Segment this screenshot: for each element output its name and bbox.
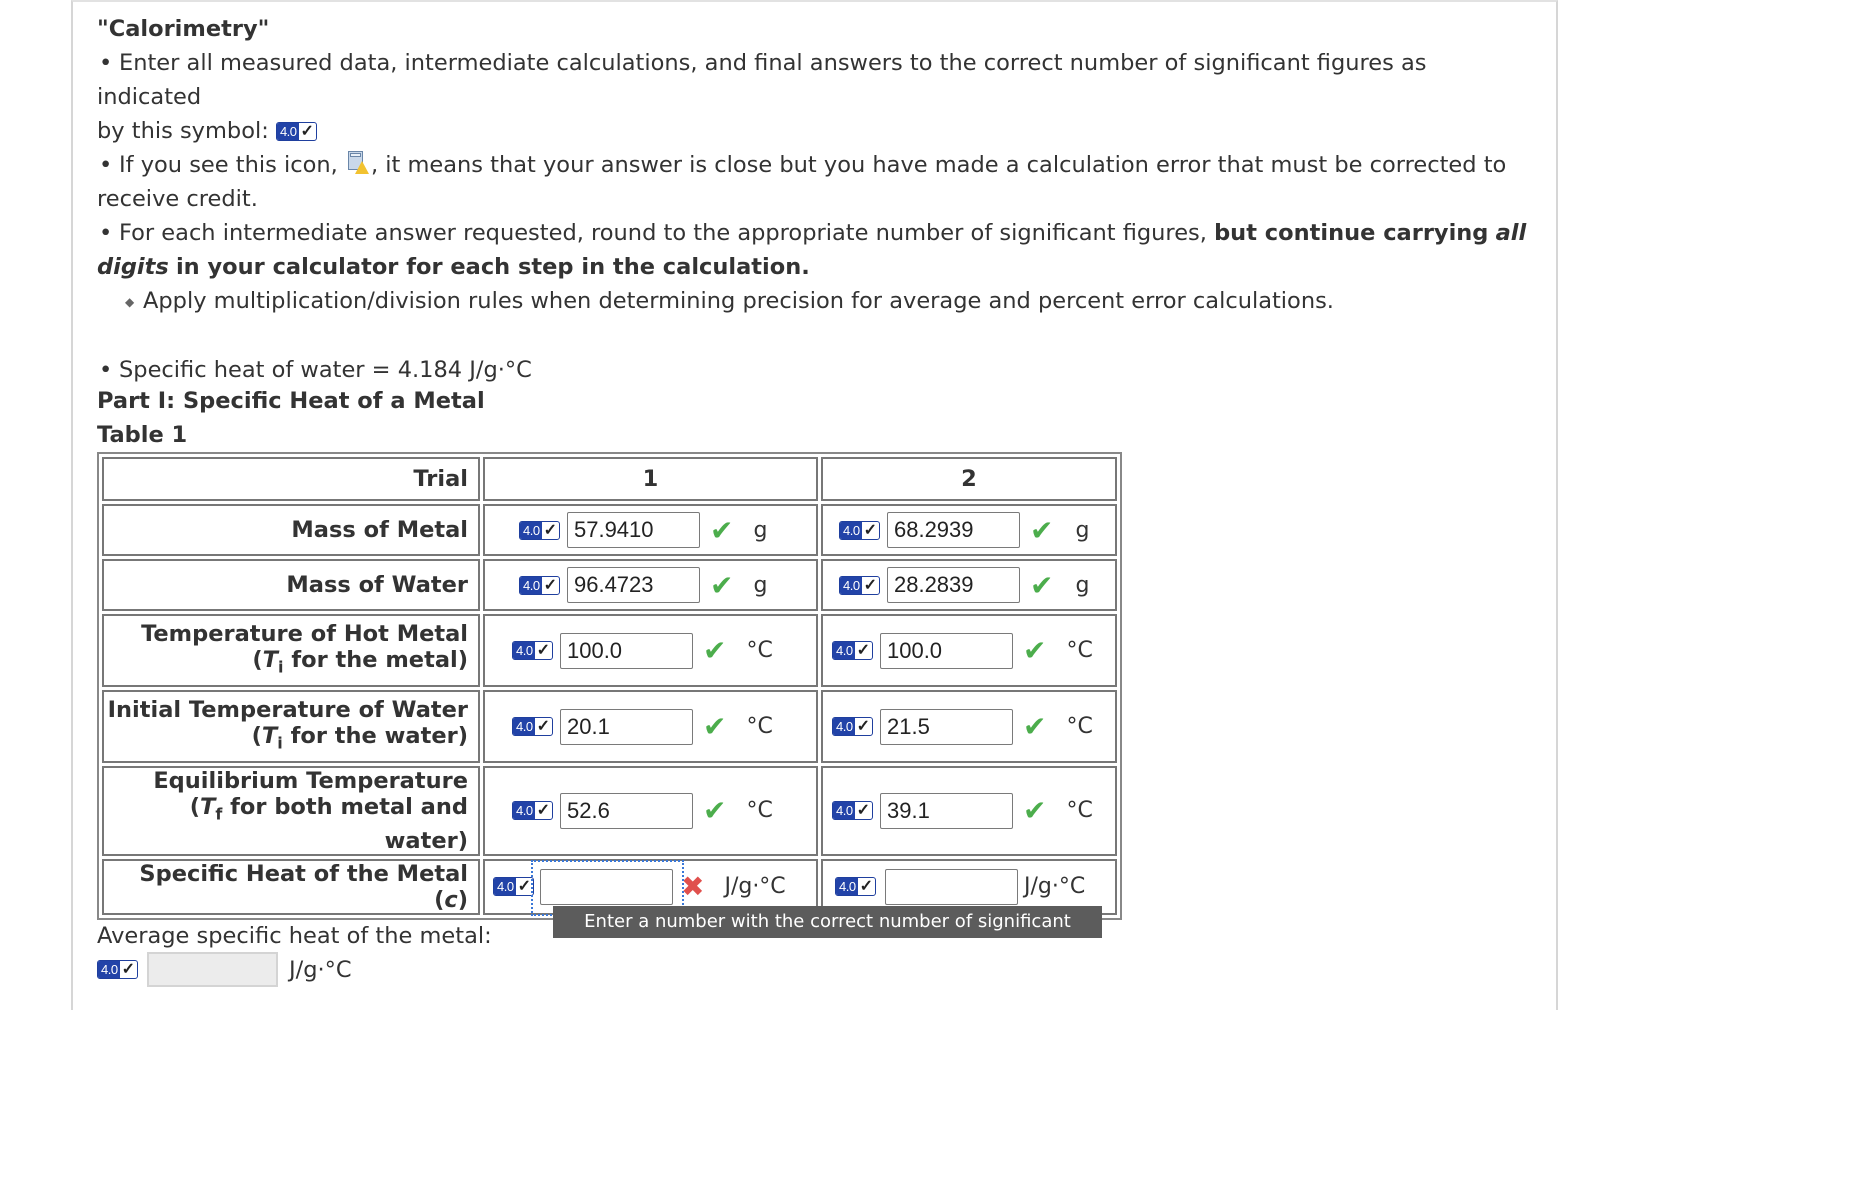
unit-label: J/g·°C bbox=[288, 956, 352, 983]
sigfig-badge-icon: 4.0 ✓ bbox=[276, 122, 317, 141]
temp-water-initial-trial-2-input[interactable] bbox=[880, 709, 1013, 745]
mass-water-trial-1-input[interactable] bbox=[567, 567, 700, 603]
row-label: Temperature of Hot Metal ($T_i$ for the metal) bbox=[102, 614, 480, 687]
unit-label: °C bbox=[746, 638, 773, 663]
trial-1-cell bbox=[483, 559, 818, 611]
unit-label: g bbox=[1075, 517, 1090, 543]
unit-label: °C bbox=[746, 714, 773, 739]
calculation-warning-icon bbox=[346, 151, 370, 175]
row-label: Mass of Water bbox=[102, 559, 480, 611]
temp-hot-metal-trial-1-input[interactable] bbox=[560, 633, 693, 669]
row-label: Mass of Metal bbox=[102, 504, 480, 556]
sigfig-badge-icon: 4.0 ✓ bbox=[519, 521, 560, 540]
table-row bbox=[102, 614, 1117, 687]
correct-check-icon: ✔ bbox=[709, 513, 734, 547]
unit-label: g bbox=[1075, 572, 1090, 598]
table-row bbox=[102, 766, 1117, 856]
instruction-subbullet-precision: ◆ Apply multiplication/division rules when determining precision for average and percent error calculations. bbox=[125, 288, 1334, 314]
table-title: Table 1 bbox=[97, 422, 188, 448]
header-trial-label: Trial bbox=[102, 457, 480, 501]
validation-tooltip: Enter a number with the correct number of significant figures. bbox=[553, 906, 1102, 938]
header-trial-2: 2 bbox=[821, 457, 1117, 501]
instruction-bullet-rounding: • For each intermediate answer requested, round to the appropriate number of significant figures, but continue carrying all digits in your calculator for each step in the calculation. bbox=[97, 220, 1527, 280]
temp-equilibrium-trial-2-input[interactable] bbox=[880, 793, 1013, 829]
row-label: Specific Heat of the Metal (c) bbox=[102, 859, 480, 915]
correct-check-icon: ✔ bbox=[1029, 568, 1054, 602]
correct-check-icon: ✔ bbox=[702, 634, 727, 667]
temp-water-initial-trial-1-input[interactable] bbox=[560, 709, 693, 745]
data-table bbox=[97, 452, 1122, 920]
sigfig-badge-icon: 4.0 ✓ bbox=[839, 576, 880, 595]
bullet-dot: • bbox=[99, 50, 113, 76]
trial-2-cell bbox=[821, 614, 1117, 687]
average-row bbox=[97, 952, 352, 987]
row-label: Equilibrium Temperature ($T_f$ for both metal and water) bbox=[102, 766, 480, 856]
trial-2-cell bbox=[821, 690, 1117, 763]
sigfig-badge-icon: 4.0 ✓ bbox=[519, 576, 560, 595]
header-trial-1: 1 bbox=[483, 457, 818, 501]
unit-label: g bbox=[753, 572, 768, 598]
correct-check-icon: ✔ bbox=[1029, 513, 1054, 547]
correct-check-icon: ✔ bbox=[709, 568, 734, 602]
unit-label: °C bbox=[1066, 714, 1093, 739]
trial-1-cell bbox=[483, 614, 818, 687]
specific-heat-water-note: • Specific heat of water = 4.184 J/g·°C bbox=[99, 357, 532, 383]
average-label: Average specific heat of the metal: bbox=[97, 923, 492, 949]
mass-metal-trial-2-input[interactable] bbox=[887, 512, 1020, 548]
incorrect-x-icon: ✖ bbox=[680, 870, 705, 903]
instructions bbox=[97, 12, 1537, 387]
sigfig-badge-icon: 4.0 ✓ bbox=[512, 717, 553, 736]
correct-check-icon: ✔ bbox=[1022, 634, 1047, 667]
correct-check-icon: ✔ bbox=[702, 710, 727, 743]
instruction-bullet-icon: • If you see this icon, , it means that your answer is close but you have made a calculation error that must be corrected to receive credit. bbox=[97, 152, 1507, 212]
correct-check-icon: ✔ bbox=[1022, 710, 1047, 743]
temp-equilibrium-trial-1-input[interactable] bbox=[560, 793, 693, 829]
trial-1-cell bbox=[483, 690, 818, 763]
table-row bbox=[102, 504, 1117, 556]
trial-2-cell bbox=[821, 559, 1117, 611]
average-specific-heat-input[interactable] bbox=[147, 952, 278, 987]
mass-water-trial-2-input[interactable] bbox=[887, 567, 1020, 603]
sigfig-badge-icon: 4.0 ✓ bbox=[835, 877, 876, 896]
instruction-bullet-sigfigs: • Enter all measured data, intermediate calculations, and final answers to the correct number of significant figures as indicated by this symbol: 4.0 ✓ bbox=[97, 46, 1537, 148]
mass-metal-trial-1-input[interactable] bbox=[567, 512, 700, 548]
table-row bbox=[102, 690, 1117, 763]
trial-2-cell bbox=[821, 766, 1117, 856]
unit-label: °C bbox=[1066, 638, 1093, 663]
sigfig-badge-icon: 4.0 ✓ bbox=[832, 801, 873, 820]
row-label: Initial Temperature of Water ($T_i$ for the water) bbox=[102, 690, 480, 763]
trial-1-cell bbox=[483, 504, 818, 556]
table-header-row bbox=[102, 457, 1117, 501]
correct-check-icon: ✔ bbox=[1022, 794, 1047, 828]
sigfig-badge-icon: 4.0 ✓ bbox=[512, 801, 553, 820]
sigfig-badge-icon: 4.0 ✓ bbox=[832, 717, 873, 736]
unit-label: °C bbox=[1066, 798, 1093, 824]
unit-label: g bbox=[753, 517, 768, 543]
sigfig-badge-icon: 4.0 ✓ bbox=[839, 521, 880, 540]
sigfig-badge-icon: 4.0 ✓ bbox=[512, 641, 553, 660]
correct-check-icon: ✔ bbox=[702, 794, 727, 828]
sigfig-badge-icon: 4.0 ✓ bbox=[97, 960, 138, 979]
assignment-title: "Calorimetry" bbox=[97, 16, 270, 42]
table-row bbox=[102, 559, 1117, 611]
unit-label: °C bbox=[746, 798, 773, 824]
trial-1-cell bbox=[483, 766, 818, 856]
trial-2-cell bbox=[821, 504, 1117, 556]
unit-label: J/g·°C bbox=[1023, 874, 1086, 899]
unit-label: J/g·°C bbox=[724, 874, 786, 899]
sigfig-badge-icon: 4.0 ✓ bbox=[832, 641, 873, 660]
sigfig-badge-icon: 4.0 ✓ bbox=[493, 877, 534, 896]
specific-heat-trial-2-input[interactable] bbox=[885, 869, 1018, 905]
part-heading: Part I: Specific Heat of a Metal bbox=[97, 388, 485, 414]
temp-hot-metal-trial-2-input[interactable] bbox=[880, 633, 1013, 669]
